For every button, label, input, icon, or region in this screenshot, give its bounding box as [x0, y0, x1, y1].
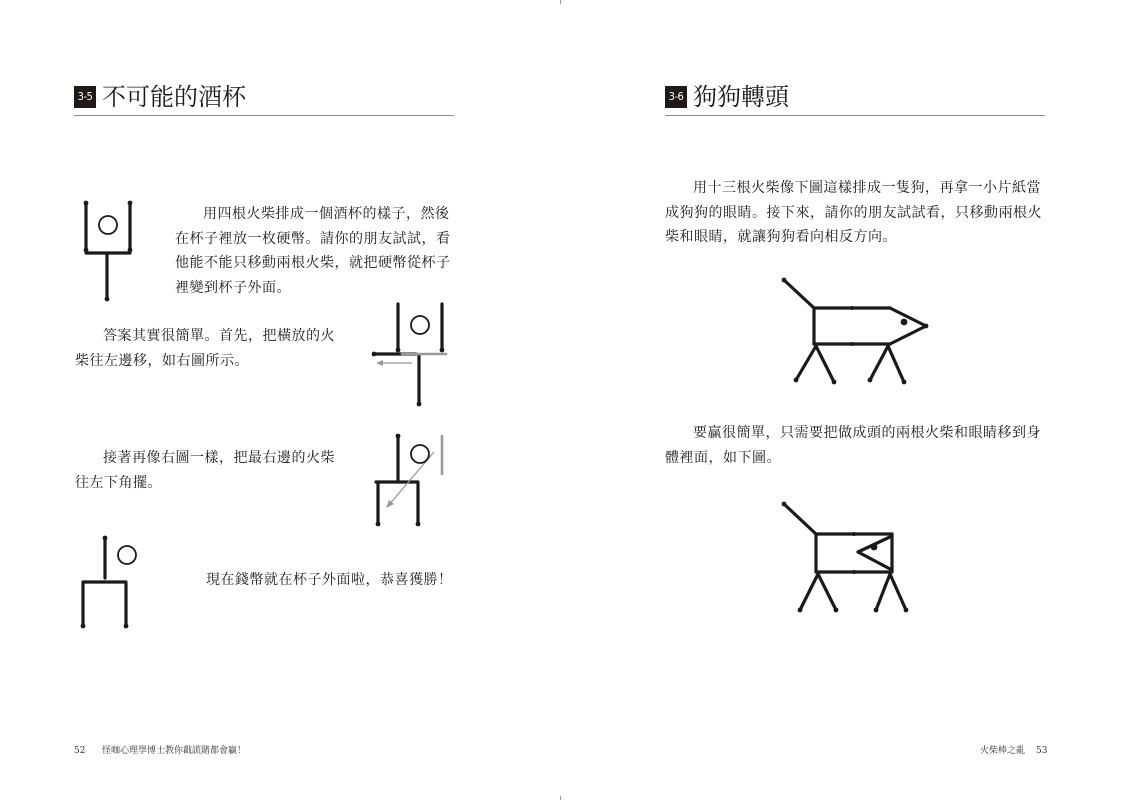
title-underline — [665, 115, 1045, 116]
paragraph-3: 接著再像右圖一樣，把最右邊的火柴往左下角擺。 — [75, 450, 335, 491]
paragraph-1: 用十三根火柴像下圖這樣排成一隻狗，再拿一小片紙當成狗狗的眼睛。接下來，請你的朋友試試看，只移動兩根火柴和眼睛，就讓狗狗看向相反方向。 — [665, 180, 1042, 245]
figure-dog-facing-opposite — [778, 496, 938, 618]
figure-step-2-move-right-match — [368, 430, 452, 530]
paragraph-2: 答案其實很簡單。首先，把橫放的火柴往左邊移，如右圖所示。 — [75, 328, 335, 369]
paragraph-1: 用四根火柴排成一個酒杯的樣子，然後在杯子裡放一枚硬幣。請你的朋友試試，看他能不能只移動兩根火柴，就把硬幣從杯子裡變到杯子外面。 — [175, 206, 451, 296]
figure-step-1-move-horizontal — [366, 298, 456, 410]
section-header-3-6 — [665, 80, 1045, 110]
paragraph-4: 現在錢幣就在杯子外面啦，恭喜獲勝！ — [206, 572, 453, 588]
left-page — [0, 0, 560, 800]
figure-final-coin-outside — [74, 532, 144, 632]
footer-book-title: 怪咖心理學博士教你戳謊賭都會贏！ — [102, 746, 247, 756]
section-title: 狗狗轉頭 — [693, 83, 789, 111]
section-title: 不可能的酒杯 — [102, 83, 246, 111]
figure-match-glass — [72, 195, 142, 305]
section-header-3-5 — [74, 80, 454, 110]
figure-match-dog — [778, 272, 938, 388]
footer-page-number: 53 — [1036, 746, 1048, 756]
paragraph-2: 要贏很簡單，只需要把做成頭的兩根火柴和眼睛移到身體裡面，如下圖。 — [665, 425, 1041, 466]
section-number-badge: 3-6 — [665, 86, 687, 108]
footer-page-number: 52 — [74, 746, 86, 756]
right-page — [560, 0, 1121, 800]
section-number-badge: 3-5 — [74, 86, 96, 108]
title-underline — [74, 115, 454, 116]
footer-chapter-title: 火柴棒之亂 — [980, 746, 1026, 756]
